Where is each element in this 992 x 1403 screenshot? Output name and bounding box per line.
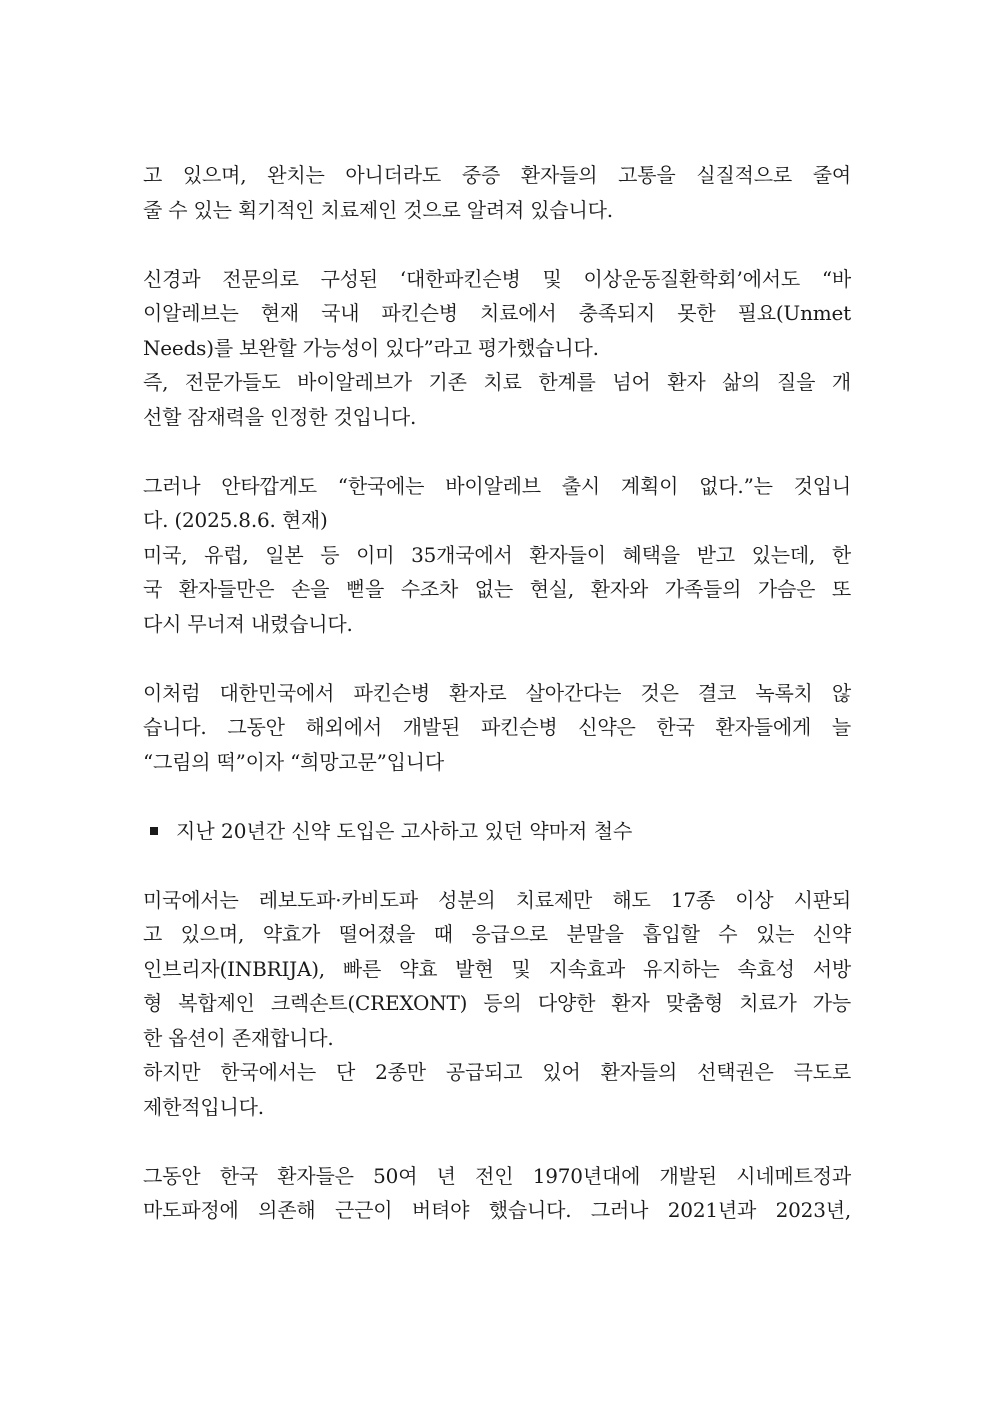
text-line: 한 옵션이 존재합니다. [143, 1025, 334, 1050]
text-line: 그러나 안타깝게도 “한국에는 바이알레브 출시 계획이 없다.”는 것입니 [143, 473, 851, 498]
paragraph-continuation [143, 158, 851, 227]
document-page [143, 158, 851, 1262]
text-line: 이처럼 대한민국에서 파킨슨병 환자로 살아간다는 것은 결코 녹록치 않 [143, 680, 851, 705]
paragraph-korea-reality [143, 676, 851, 780]
text-line: 인브리자(INBRIJA), 빠른 약효 발현 및 지속효과 유지하는 속효성 서방 [143, 956, 851, 981]
text-line: 고 있으며, 완치는 아니더라도 중증 환자들의 고통을 실질적으로 줄여 [143, 163, 851, 187]
text-line: 줄 수 있는 획기적인 치료제인 것으로 알려져 있습니다. [143, 197, 613, 222]
text-line: 그동안 한국 환자들은 50여 년 전인 1970년대에 개발된 시네메트정과 [143, 1163, 851, 1188]
text-line: 하지만 한국에서는 단 2종만 공급되고 있어 환자들의 선택권은 극도로 [143, 1060, 851, 1084]
text-line: 선할 잠재력을 인정한 것입니다. [143, 404, 417, 429]
text-line: Needs)를 보완할 가능성이 있다”라고 평가했습니다. [143, 335, 599, 360]
text-line: 고 있으며, 약효가 떨어졌을 때 응급으로 분말을 흡입할 수 있는 신약 [143, 922, 851, 946]
text-line: 제한적입니다. [143, 1094, 264, 1119]
square-bullet-icon [150, 827, 158, 835]
text-line: 다시 무너져 내렸습니다. [143, 611, 353, 636]
text-line: 마도파정에 의존해 근근이 버텨야 했습니다. 그러나 2021년과 2023년, [143, 1198, 851, 1222]
text-line: 미국, 유럽, 일본 등 이미 35개국에서 환자들이 혜택을 받고 있는데, 한 [143, 542, 851, 567]
text-line: 다. (2025.8.6. 현재) [143, 508, 328, 532]
text-line: 습니다. 그동안 해외에서 개발된 파킨슨병 신약은 한국 환자들에게 늘 [143, 715, 851, 739]
text-line: 이알레브는 현재 국내 파킨슨병 치료에서 충족되지 못한 필요(Unmet [143, 301, 851, 325]
text-line: “그림의 떡”이자 “희망고문”입니다 [143, 749, 444, 774]
bullet-heading-text: 지난 20년간 신약 도입은 고사하고 있던 약마저 철수 [176, 818, 633, 843]
paragraph-no-launch-plan [143, 469, 851, 642]
text-line: 즉, 전문가들도 바이알레브가 기존 치료 한계를 넘어 환자 삶의 질을 개 [143, 370, 851, 394]
bullet-heading [143, 814, 851, 849]
text-line: 미국에서는 레보도파·카비도파 성분의 치료제만 해도 17종 이상 시판되 [143, 887, 851, 912]
text-line: 국 환자들만은 손을 뻗을 수조차 없는 현실, 환자와 가족들의 가슴은 또 [143, 577, 851, 601]
paragraph-history [143, 1159, 851, 1228]
text-line: 형 복합제인 크렉손트(CREXONT) 등의 다양한 환자 맞춤형 치료가 가능 [143, 991, 851, 1015]
paragraph-us-options [143, 883, 851, 1125]
paragraph-expert-opinion [143, 262, 851, 435]
text-line: 신경과 전문의로 구성된 ‘대한파킨슨병 및 이상운동질환학회’에서도 “바 [143, 266, 851, 291]
